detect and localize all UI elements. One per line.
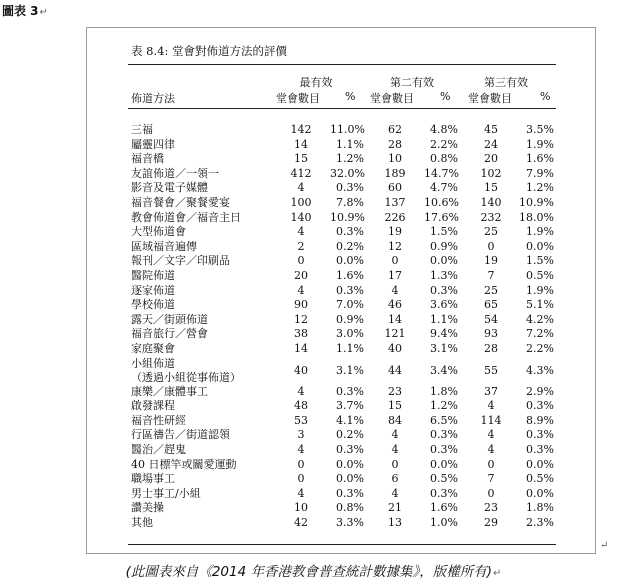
count-most-cell: 4 <box>297 384 305 398</box>
percent-third-cell: 1.9% <box>526 225 554 239</box>
header-count-3: 堂會數目 <box>468 92 512 105</box>
method-name <box>131 269 175 283</box>
method-name <box>131 225 186 239</box>
count-second-cell: 10 <box>388 152 402 166</box>
method-name <box>131 254 230 268</box>
count-second-cell: 14 <box>388 312 402 326</box>
count-third-cell: 28 <box>484 342 498 355</box>
method-name <box>131 313 208 327</box>
count-most-cell: 0 <box>297 472 305 486</box>
count-most-cell: 4 <box>297 486 305 500</box>
count-most-cell: 412 <box>290 166 312 180</box>
count-most-cell: 4 <box>297 443 305 456</box>
header-count-1: 堂會數目 <box>276 92 320 105</box>
percent-third-cell: 2.3% <box>526 516 554 529</box>
count-most-cell: 15 <box>294 152 308 166</box>
method-name-line: 行區禱告／街道認領 <box>131 428 230 442</box>
percent-second-cell: 3.4% <box>430 363 458 377</box>
method-name-line: 男士事工/小組 <box>131 486 201 500</box>
header-count-2: 堂會數目 <box>370 92 414 105</box>
percent-third-cell: 1.2% <box>526 181 554 195</box>
method-name <box>131 196 230 210</box>
header-method: 佈道方法 <box>131 92 175 105</box>
method-name <box>131 211 241 225</box>
percent-third-cell: 1.9% <box>526 283 554 297</box>
percent-most-cell: 11.0% <box>330 123 365 136</box>
method-name-line: 三福 <box>131 123 153 136</box>
count-most-cell: 4 <box>297 283 305 297</box>
percent-third-cell: 0.3% <box>526 399 554 413</box>
percent-third-cell: 18.0% <box>519 210 554 224</box>
percent-most-cell: 0.3% <box>336 443 364 456</box>
count-most-cell: 12 <box>294 312 308 326</box>
percent-second-cell: 0.0% <box>430 457 458 471</box>
percent-third-cell: 0.5% <box>526 269 554 282</box>
percent-second-cell: 3.6% <box>430 298 458 312</box>
header-group-second-effective: 第二有效 <box>390 76 434 89</box>
count-second-cell: 84 <box>388 413 402 427</box>
method-name-line: 家庭聚會 <box>131 342 175 355</box>
percent-third-cell: 4.2% <box>526 312 554 326</box>
percent-most-cell: 0.9% <box>336 312 364 326</box>
percent-most-cell: 3.7% <box>336 399 364 413</box>
paragraph-mark-icon: ↵ <box>39 7 48 18</box>
count-second-cell: 62 <box>388 123 402 136</box>
method-name-line: 醫治／趕鬼 <box>131 443 186 456</box>
percent-second-cell: 1.3% <box>430 269 458 282</box>
count-second-cell: 12 <box>388 239 402 253</box>
percent-second-cell: 1.8% <box>430 384 458 398</box>
count-second-cell: 121 <box>384 327 406 341</box>
method-name <box>131 298 175 312</box>
header-group-third-effective: 第三有效 <box>484 76 528 89</box>
percent-most-cell: 3.3% <box>336 516 364 529</box>
percent-third-cell: 0.0% <box>526 457 554 471</box>
count-most-cell: 3 <box>297 428 305 442</box>
count-most-cell: 14 <box>294 342 308 355</box>
method-name-line: 區域福音遍傳 <box>131 239 197 253</box>
count-third-cell: 114 <box>480 413 502 427</box>
count-third-cell: 19 <box>484 254 498 268</box>
figure-caption <box>2 2 48 19</box>
percent-third-cell: 0.3% <box>526 443 554 456</box>
percent-second-cell: 1.5% <box>430 225 458 239</box>
count-third-cell: 37 <box>484 384 498 398</box>
method-name-line: 友誼佈道／一領一 <box>131 166 219 180</box>
percent-second-cell: 0.9% <box>430 239 458 253</box>
count-second-cell: 226 <box>384 210 406 224</box>
count-second-cell: 23 <box>388 384 402 398</box>
count-third-cell: 232 <box>480 210 502 224</box>
percent-most-cell: 1.2% <box>336 152 364 166</box>
percent-third-cell: 0.0% <box>526 486 554 500</box>
count-second-cell: 4 <box>391 443 399 456</box>
method-name <box>131 472 175 486</box>
count-second-cell: 21 <box>388 501 402 515</box>
table-title: 表 8.4: 堂會對佈道方法的評價 <box>131 44 287 58</box>
percent-most-cell: 0.0% <box>336 254 364 268</box>
percent-third-cell: 7.9% <box>526 166 554 180</box>
count-most-cell: 2 <box>297 239 305 253</box>
count-third-cell: 7 <box>487 472 495 486</box>
method-name <box>131 240 197 254</box>
table-bottom-rule <box>128 544 556 545</box>
count-second-cell: 4 <box>391 283 399 297</box>
percent-second-cell: 17.6% <box>424 210 459 224</box>
method-name-line: 福音性研經 <box>131 413 186 427</box>
percent-second-cell: 1.1% <box>430 312 458 326</box>
percent-third-cell: 10.9% <box>519 196 554 209</box>
count-most-cell: 10 <box>294 501 308 515</box>
count-most-cell: 48 <box>294 399 308 413</box>
count-third-cell: 55 <box>484 363 498 377</box>
method-name <box>131 414 186 428</box>
count-third-cell: 15 <box>484 181 498 195</box>
method-name <box>131 516 153 530</box>
percent-most-cell: 1.6% <box>336 269 364 282</box>
count-third-cell: 0 <box>487 486 495 500</box>
header-percent-2: % <box>440 90 451 103</box>
percent-third-cell: 0.0% <box>526 239 554 253</box>
percent-second-cell: 0.3% <box>430 283 458 297</box>
method-name <box>131 357 241 385</box>
count-second-cell: 4 <box>391 486 399 500</box>
table-header-rule <box>128 108 556 109</box>
percent-second-cell: 4.7% <box>430 181 458 195</box>
header-percent-3: % <box>540 90 551 103</box>
count-second-cell: 15 <box>388 399 402 413</box>
percent-second-cell: 6.5% <box>430 413 458 427</box>
count-third-cell: 140 <box>480 196 502 209</box>
count-third-cell: 54 <box>484 312 498 326</box>
count-third-cell: 102 <box>480 166 502 180</box>
count-most-cell: 0 <box>297 254 305 268</box>
method-name <box>131 138 175 152</box>
count-second-cell: 0 <box>391 457 399 471</box>
percent-second-cell: 0.8% <box>430 152 458 166</box>
method-name <box>131 342 175 356</box>
method-name <box>131 458 237 472</box>
method-name <box>131 327 208 341</box>
method-name-line: 福音餐會／聚餐愛宴 <box>131 196 230 209</box>
method-name-line: 影音及電子媒體 <box>131 181 208 195</box>
count-most-cell: 90 <box>294 298 308 312</box>
percent-most-cell: 7.8% <box>336 196 364 209</box>
percent-second-cell: 1.6% <box>430 501 458 515</box>
count-second-cell: 13 <box>388 516 402 529</box>
percent-most-cell: 1.1% <box>336 137 364 151</box>
method-name <box>131 284 175 298</box>
method-name <box>131 181 208 195</box>
count-third-cell: 45 <box>484 123 498 136</box>
method-name-line: 福音旅行／營會 <box>131 327 208 341</box>
count-second-cell: 4 <box>391 428 399 442</box>
percent-most-cell: 0.2% <box>336 239 364 253</box>
count-most-cell: 4 <box>297 181 305 195</box>
method-name <box>131 501 164 515</box>
paragraph-mark-icon: ↵ <box>600 540 609 551</box>
percent-third-cell: 0.3% <box>526 428 554 442</box>
count-third-cell: 25 <box>484 283 498 297</box>
method-name-line: 報刊／文字／印刷品 <box>131 254 230 268</box>
percent-most-cell: 1.1% <box>336 342 364 355</box>
source-footnote <box>0 560 627 580</box>
percent-second-cell: 2.2% <box>430 137 458 151</box>
count-third-cell: 23 <box>484 501 498 515</box>
count-third-cell: 4 <box>487 399 495 413</box>
percent-third-cell: 1.9% <box>526 137 554 151</box>
percent-most-cell: 0.0% <box>336 472 364 486</box>
percent-third-cell: 3.5% <box>526 123 554 136</box>
count-second-cell: 0 <box>391 254 399 268</box>
percent-third-cell: 7.2% <box>526 327 554 341</box>
percent-second-cell: 0.0% <box>430 254 458 268</box>
header-percent-1: % <box>345 90 356 103</box>
count-second-cell: 40 <box>388 342 402 355</box>
percent-second-cell: 0.3% <box>430 443 458 456</box>
percent-third-cell: 2.2% <box>526 342 554 355</box>
percent-third-cell: 4.3% <box>526 363 554 377</box>
method-name-line: 其他 <box>131 516 153 529</box>
count-most-cell: 142 <box>290 123 312 136</box>
method-name-subline: （透過小組從事佈道） <box>131 370 241 384</box>
method-name-line: 讚美操 <box>131 501 164 515</box>
percent-second-cell: 4.8% <box>430 123 458 136</box>
count-third-cell: 0 <box>487 457 495 471</box>
percent-second-cell: 3.1% <box>430 342 458 355</box>
count-most-cell: 140 <box>290 210 312 224</box>
percent-most-cell: 0.8% <box>336 501 364 515</box>
percent-third-cell: 2.9% <box>526 384 554 398</box>
source-footnote-text: (此圖表來自《2014 年香港教會普查統計數據集》，版權所有) <box>125 564 493 580</box>
percent-most-cell: 4.1% <box>336 413 364 427</box>
method-name <box>131 428 230 442</box>
count-most-cell: 40 <box>294 363 308 377</box>
method-name-line: 康樂／康體事工 <box>131 384 208 398</box>
count-second-cell: 60 <box>388 181 402 195</box>
percent-most-cell: 0.3% <box>336 283 364 297</box>
percent-second-cell: 0.3% <box>430 428 458 442</box>
method-name-line: 逐家佈道 <box>131 283 175 297</box>
figure-caption-text: 圖表 3 <box>2 4 39 18</box>
header-group-most-effective: 最有效 <box>299 76 333 89</box>
count-second-cell: 28 <box>388 137 402 151</box>
paragraph-mark-icon: ↵ <box>493 568 502 579</box>
count-third-cell: 24 <box>484 137 498 151</box>
count-third-cell: 93 <box>484 327 498 341</box>
count-second-cell: 17 <box>388 269 402 282</box>
percent-most-cell: 0.3% <box>336 384 364 398</box>
method-name <box>131 399 175 413</box>
percent-second-cell: 14.7% <box>424 166 459 180</box>
method-name <box>131 167 219 181</box>
method-name <box>131 487 201 501</box>
method-name-line: 學校佈道 <box>131 298 175 312</box>
percent-most-cell: 0.3% <box>336 181 364 195</box>
count-second-cell: 189 <box>384 166 406 180</box>
count-most-cell: 38 <box>294 327 308 341</box>
method-name <box>131 443 186 457</box>
method-name <box>131 385 208 399</box>
percent-most-cell: 0.2% <box>336 428 364 442</box>
count-third-cell: 65 <box>484 298 498 312</box>
method-name-line: 教會佈道會／福音主日 <box>131 210 241 224</box>
percent-third-cell: 1.5% <box>526 254 554 268</box>
method-name <box>131 123 153 137</box>
percent-second-cell: 1.2% <box>430 399 458 413</box>
count-most-cell: 20 <box>294 269 308 282</box>
percent-third-cell: 1.8% <box>526 501 554 515</box>
count-most-cell: 0 <box>297 457 305 471</box>
percent-most-cell: 7.0% <box>336 298 364 312</box>
percent-second-cell: 10.6% <box>424 196 459 209</box>
method-name-line: 小組佈道 <box>131 356 175 370</box>
count-second-cell: 6 <box>391 472 399 486</box>
percent-most-cell: 10.9% <box>330 210 365 224</box>
percent-third-cell: 0.5% <box>526 472 554 486</box>
percent-most-cell: 32.0% <box>330 166 365 180</box>
percent-most-cell: 0.3% <box>336 486 364 500</box>
count-most-cell: 100 <box>290 196 312 209</box>
count-most-cell: 42 <box>294 516 308 529</box>
count-most-cell: 53 <box>294 413 308 427</box>
count-third-cell: 7 <box>487 269 495 282</box>
count-second-cell: 19 <box>388 225 402 239</box>
method-name-line: 40 日標竿或關愛運動 <box>131 457 237 471</box>
method-name <box>131 152 164 166</box>
count-third-cell: 29 <box>484 516 498 529</box>
percent-most-cell: 3.0% <box>336 327 364 341</box>
method-name-line: 露天／街頭佈道 <box>131 312 208 326</box>
count-second-cell: 137 <box>384 196 406 209</box>
percent-most-cell: 0.0% <box>336 457 364 471</box>
percent-second-cell: 1.0% <box>430 516 458 529</box>
percent-second-cell: 0.5% <box>430 472 458 486</box>
percent-most-cell: 3.1% <box>336 363 364 377</box>
method-name-line: 職場事工 <box>131 472 175 486</box>
method-name-line: 福音橋 <box>131 152 164 166</box>
method-name-line: 醫院佈道 <box>131 269 175 282</box>
count-most-cell: 14 <box>294 137 308 151</box>
count-second-cell: 44 <box>388 363 402 377</box>
percent-third-cell: 1.6% <box>526 152 554 166</box>
count-third-cell: 0 <box>487 239 495 253</box>
count-third-cell: 20 <box>484 152 498 166</box>
table-top-rule <box>128 64 556 65</box>
method-name-line: 大型佈道會 <box>131 225 186 239</box>
count-most-cell: 4 <box>297 225 305 239</box>
count-second-cell: 46 <box>388 298 402 312</box>
percent-second-cell: 9.4% <box>430 327 458 341</box>
percent-second-cell: 0.3% <box>430 486 458 500</box>
percent-third-cell: 5.1% <box>526 298 554 312</box>
percent-most-cell: 0.3% <box>336 225 364 239</box>
count-third-cell: 4 <box>487 443 495 456</box>
count-third-cell: 25 <box>484 225 498 239</box>
method-name-line: 屬靈四律 <box>131 137 175 151</box>
count-third-cell: 4 <box>487 428 495 442</box>
method-name-line: 啟發課程 <box>131 399 175 413</box>
percent-third-cell: 8.9% <box>526 413 554 427</box>
